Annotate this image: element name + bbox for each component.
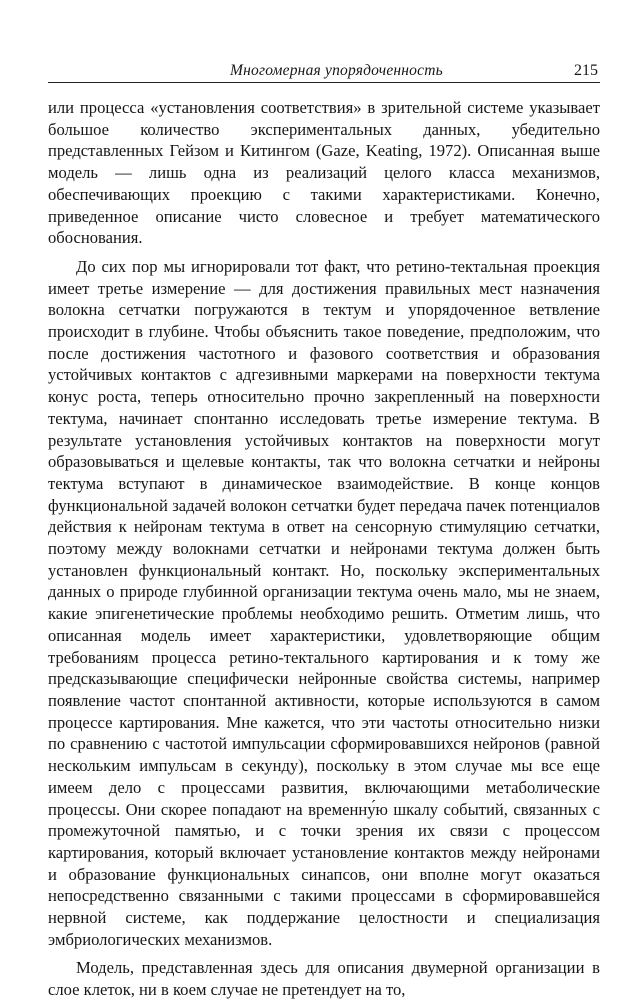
paragraph-continued: или процесса «установления соответствия» в зрительной системе указывает большое количество экспериментальных данных, убедительно представленных Гейзом и Китингом (Gaze, Keating, 1972). Описанная выше модель — лишь одна из реализаций целого класса механизмов, обеспечивающих проекцию с такими характеристиками. Конечно, приведенное описание чисто словесное и требует математического обоснования.	[48, 98, 600, 248]
running-title: Многомерная упорядоченность	[230, 62, 443, 79]
book-page	[48, 0, 600, 1000]
running-header	[48, 58, 600, 83]
paragraph: Модель, представленная здесь для описания двумерной организации в слое клеток, ни в коем случае не претендует на то,	[48, 958, 600, 1000]
body-text	[48, 97, 600, 1001]
paragraph: До сих пор мы игнорировали тот факт, что ретино-тектальная проекция имеет третье измерение — для достижения правильных мест назначения волокна сетчатки погружаются в тектум и упорядоченное ветвление происходит в глубине. Чтобы объяснить такое поведение, предположим, что после достижения частотного и фазового соответствия и образования устойчивых контактов с адгезивными маркерами на поверхности тектума конус роста, теперь относительно прочно закрепленный на поверхности тектума, начинает спонтанно исследовать третье измерение тектума. В результате установления устойчивых контактов на поверхности могут образовываться и щелевые контакты, так что волокна сетчатки и нейроны тектума вступают в динамическое взаимодействие. В конце концов функциональной задачей волокон сетчатки будет передача пачек потенциалов действия к нейронам тектума в ответ на сенсорную стимуляцию сетчатки, поэтому между волокнами сетчатки и нейронами тектума должен быть установлен функциональный контакт. Но, поскольку экспериментальных данных о природе глубинной организации тектума очень мало, мы не знаем, какие эпигенетические проблемы необходимо решить. Отметим лишь, что описанная модель имеет характеристики, удовлетворяющие общим требованиям процесса ретино-тектального картирования и к тому же предсказывающие специфически нейронные свойства системы, например появление частот спонтанной активности, которые используются в самом процессе картирования. Мне кажется, что эти частоты относительно низки по сравнению с частотой импульсации сформировавшихся нейронов (равной нескольким импульсам в секунду), поскольку в этом случае мы все еще имеем дело с процессами развития, включающими метаболические процессы. Они скорее попадают на временну́ю шкалу событий, связанных с промежуточной памятью, и с точки зрения их связи с процессом картирования, который включает установление контактов между нейронами и образование функциональных синапсов, они вполне могут оказаться непосредственно связанными с такими процессами в сформировавшейся нервной системе, как поддержание целостности и специализация эмбриологических механизмов.	[48, 256, 600, 949]
page-number: 215	[574, 62, 598, 79]
